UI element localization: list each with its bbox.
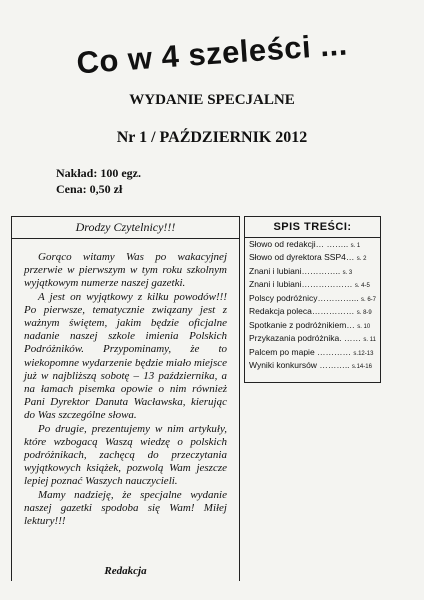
toc-entry-title: Słowo od dyrektora SSP4 <box>249 252 346 263</box>
masthead-title: Co w 4 szeleści ... <box>75 26 349 81</box>
editorial-letter <box>11 216 240 581</box>
toc-entry <box>249 293 380 303</box>
toc-entry-title: Wyniki konkursów <box>249 360 317 371</box>
toc-entry <box>249 360 380 370</box>
letter-paragraph: Gorąco witamy Was po wakacyjnej przerwie w pierwszym w tym roku szkolnym wyjątkowym numerze naszej gazetki. <box>24 251 227 290</box>
toc-entry-page: s. 2 <box>356 256 367 263</box>
toc-entry <box>249 279 380 289</box>
toc-entry-dots: ………….. <box>301 265 341 276</box>
toc-entry-page: s. 1 <box>350 242 361 249</box>
toc-entry-dots: … …….. <box>315 238 349 249</box>
toc-entry-title: Redakcja poleca <box>249 306 312 317</box>
toc-entry <box>249 320 380 330</box>
toc-entry-page: s. 8-9 <box>356 310 372 317</box>
letter-paragraph: A jest on wyjątkowy z kilku powodów!!! Po pierwsze, tematycznie związany jest z ważnym świętem, jakim będzie oficjalne nadanie naszej szkole imienia Polskich Podróżników. Przypominamy, że to wiekopomne wydarzenie będzie miało miejsce już w najbliższą sobotę – 13 października, a na łamach pisemka opowie o nim również Pani Dyrektor Danuta Wacławska, kierując do Was szczególne słowa. <box>24 290 227 422</box>
table-of-contents <box>244 216 381 383</box>
toc-title: SPIS TREŚCI: <box>245 217 380 238</box>
toc-entry-dots: …………... <box>317 292 359 303</box>
toc-entry-title: Polscy podróżnicy <box>249 292 318 303</box>
toc-entry-page: s. 4-5 <box>354 283 370 290</box>
toc-entry-title: Słowo od redakcji <box>249 238 316 249</box>
toc-entry-title: Przykazania podróżnika. <box>249 333 342 344</box>
toc-entry-dots: …… <box>341 333 361 344</box>
toc-entry <box>249 333 380 343</box>
toc-entry <box>249 306 380 316</box>
toc-entry-page: s. 11 <box>363 337 376 344</box>
circulation-info: Nakład: 100 egz. <box>56 166 141 180</box>
toc-entry-dots: … <box>345 252 355 263</box>
toc-entry-title: Znani i lubiani <box>249 265 302 276</box>
letter-paragraph: Mamy nadzieję, że specjalne wydanie naszej gazetki spodoba się Wam! Miłej lektury!!! <box>24 488 227 528</box>
issue-number: Nr 1 / PAŹDZIERNIK 2012 <box>116 129 308 146</box>
toc-entry-dots: ……………… <box>301 279 353 290</box>
toc-entry-dots: …………… <box>311 306 355 317</box>
toc-entry <box>249 239 380 249</box>
toc-entry-title: Spotkanie z podróżnikiem <box>249 319 347 330</box>
toc-entry-page: s. 6-7 <box>360 296 376 303</box>
toc-entry <box>249 266 380 276</box>
letter-signature: Redakcja <box>104 565 147 577</box>
toc-entry <box>249 347 380 357</box>
toc-entry-page: s. 10 <box>357 323 371 330</box>
price-info: Cena: 0,50 zł <box>56 182 123 196</box>
toc-entry-dots: … <box>346 319 355 330</box>
edition-label: WYDANIE SPECJALNE <box>129 92 295 108</box>
toc-entry <box>249 252 380 262</box>
letter-paragraph: Po drugie, prezentujemy w nim artykuły, które wzbogacą Waszą wiedzę o polskich podróżnikach, zachęcą do przeczytania wyjątkowych książek, pozwolą Wam jeszcze lepiej poznać Waszych nauczycieli. <box>24 422 227 488</box>
toc-entry-title: Znani i lubiani <box>249 279 302 290</box>
toc-entry-title: Palcem po mapie <box>249 346 315 357</box>
toc-entry-dots: ………… <box>314 346 352 357</box>
toc-entry-page: s.12-13 <box>353 350 374 357</box>
toc-entry-dots: ……….. <box>316 360 350 371</box>
toc-list <box>245 237 380 372</box>
letter-title: Drodzy Czytelnicy!!! <box>12 217 239 239</box>
toc-entry-page: s. 3 <box>342 269 353 276</box>
letter-body <box>12 239 239 528</box>
toc-entry-page: s.14-16 <box>351 364 372 371</box>
